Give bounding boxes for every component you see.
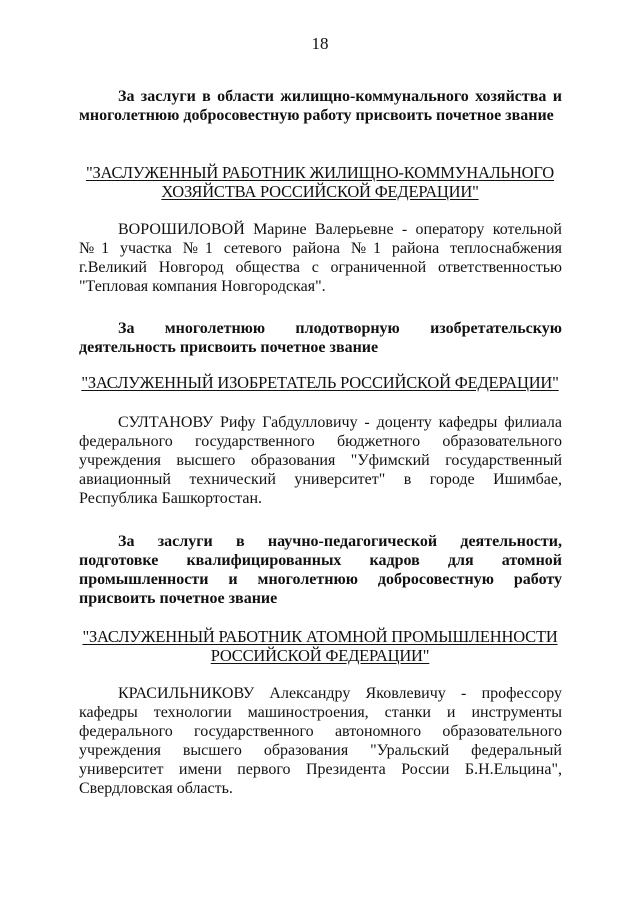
section-2-award-text: СУЛТАНОВУ Рифу Габдулловичу - доценту кафедры филиала федерального государственного бюджетного образовательного учреждения высшего образования "Уфимский государственный авиационный технический университет" в городе Ишимбае, Республика Башкортостан. [79,414,562,507]
section-3-title [60,627,580,665]
section-3-title-line-1: "ЗАСЛУЖЕННЫЙ РАБОТНИК АТОМНОЙ ПРОМЫШЛЕННОСТИ [82,627,558,646]
section-1-title [60,163,580,201]
section-3-title-line-2: РОССИЙСКОЙ ФЕДЕРАЦИИ" [210,646,430,665]
section-1-award-text: ВОРОШИЛОВОЙ Марине Валерьевне - оператору котельной №1 участка №1 сетевого района №1 района теплоснабжения г.Великий Новгород общества с ограниченной ответственностью "Тепловая компания Новгородская". [79,221,562,295]
section-1-title-line-2: ХОЗЯЙСТВА РОССИЙСКОЙ ФЕДЕРАЦИИ" [161,182,479,201]
section-1-title-line-1: "ЗАСЛУЖЕННЫЙ РАБОТНИК ЖИЛИЩНО-КОММУНАЛЬНОГО [85,163,555,182]
page-number: 18 [311,34,329,53]
section-2-title [60,373,580,392]
section-1-intro: За заслуги в области жилищно-коммунального хозяйства и многолетнюю добросовестную работу присвоить почетное звание [79,88,562,124]
section-2-title-line-1: "ЗАСЛУЖЕННЫЙ ИЗОБРЕТАТЕЛЬ РОССИЙСКОЙ ФЕДЕРАЦИИ" [81,373,559,392]
section-3-intro: За заслуги в научно-педагогической деятельности, подготовке квалифицированных кадров для атомной промышленности и многолетнюю добросовестную работу присвоить почетное звание [79,533,562,607]
section-3-award-text: КРАСИЛЬНИКОВУ Александру Яковлевичу - профессору кафедры технологии машиностроения, станки и инструменты федерального государственного автономного образовательного учреждения высшего образования "Уральский федеральный университет имени первого Президента России Б.Н.Ельцина", Свердловская область. [79,685,562,797]
section-2-intro: За многолетнюю плодотворную изобретательскую деятельность присвоить почетное звание [79,320,562,356]
